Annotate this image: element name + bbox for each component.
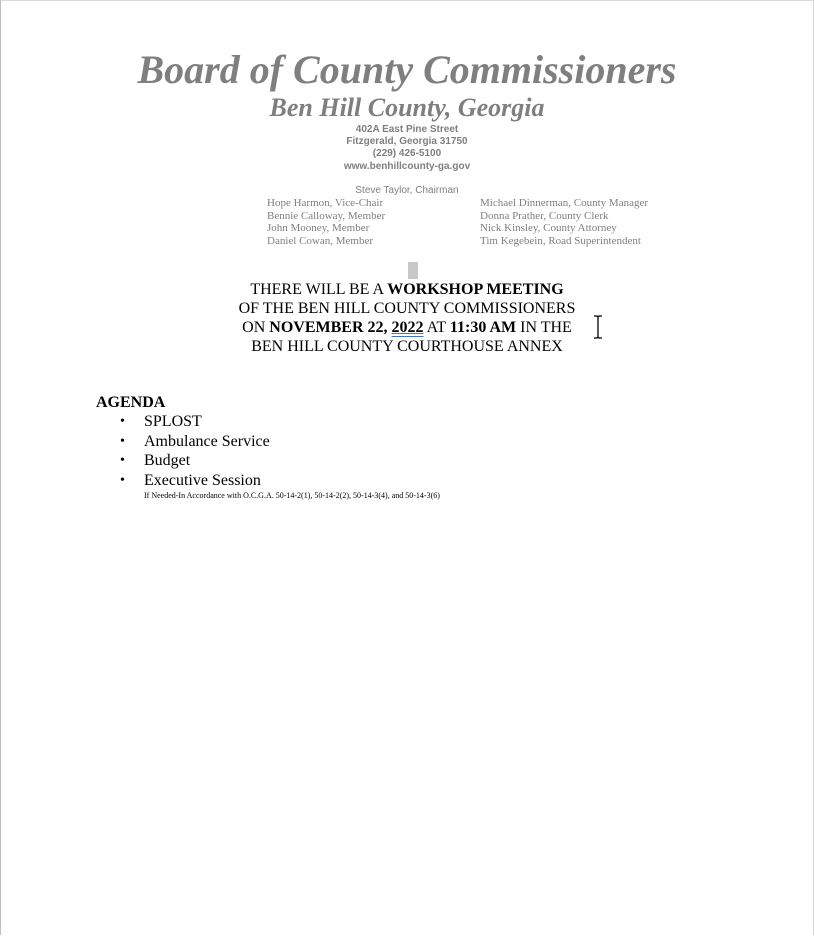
notice-line-1: THERE WILL BE A WORKSHOP MEETING [250, 281, 564, 298]
agenda-list [116, 412, 270, 491]
website-address: www.benhillcounty-ga.gov [343, 161, 471, 172]
bullet-icon: • [120, 414, 125, 429]
member-name: John Mooney, Member [267, 222, 370, 234]
member-name: Bennie Calloway, Member [267, 209, 386, 222]
agenda-heading: AGENDA [96, 394, 166, 411]
meeting-type: WORKSHOP MEETING [387, 281, 564, 298]
staff-column [480, 197, 648, 247]
agenda-footnote: If Needed-In Accordance with O.C.G.A. 50-14-2(1), 50-14-2(2), 50-14-3(4), and 50-14-3(6) [144, 491, 440, 500]
agenda-item: • SPLOST [120, 413, 202, 430]
bullet-icon: • [120, 473, 125, 489]
staff-name: Michael Dinnerman, County Manager [480, 197, 649, 209]
staff-name: Tim Kegebein, Road Superintendent [480, 234, 641, 247]
staff-name: Donna Prather, County Clerk [480, 209, 609, 222]
agenda-item: • Budget [120, 452, 191, 470]
members-column [267, 197, 385, 247]
agenda-item: • Executive Session [120, 472, 261, 490]
address-street: 402A East Pine Street [355, 124, 459, 135]
document-subtitle: Ben Hill County, Georgia [269, 93, 545, 122]
meeting-time: 11:30 AM [449, 319, 517, 336]
phone-number: (229) 426-5100 [372, 148, 442, 159]
document-title: Board of County Commissioners [137, 47, 677, 92]
chairman-name: Steve Taylor, Chairman [355, 185, 459, 196]
meeting-date: NOVEMBER 22, 2022 [269, 319, 424, 336]
agenda-item: • Ambulance Service [120, 432, 270, 450]
text-cursor-icon [592, 315, 604, 339]
notice-line-4: BEN HILL COUNTY COURTHOUSE ANNEX [251, 338, 563, 355]
member-name: Daniel Cowan, Member [267, 234, 373, 247]
bullet-icon: • [120, 433, 125, 449]
meeting-notice[interactable] [0, 280, 814, 356]
address-city: Fitzgerald, Georgia 31750 [346, 136, 468, 147]
member-name: Hope Harmon, Vice-Chair [267, 197, 384, 209]
meeting-year: 2022 [391, 319, 424, 336]
paragraph-marker [408, 262, 418, 279]
staff-name: Nick Kinsley, County Attorney [480, 222, 617, 234]
notice-line-2: OF THE BEN HILL COUNTY COMMISSIONERS [238, 300, 576, 317]
bullet-icon: • [120, 453, 125, 469]
notice-line-3: ON NOVEMBER 22, 2022 AT 11:30 AM IN THE [242, 319, 572, 336]
